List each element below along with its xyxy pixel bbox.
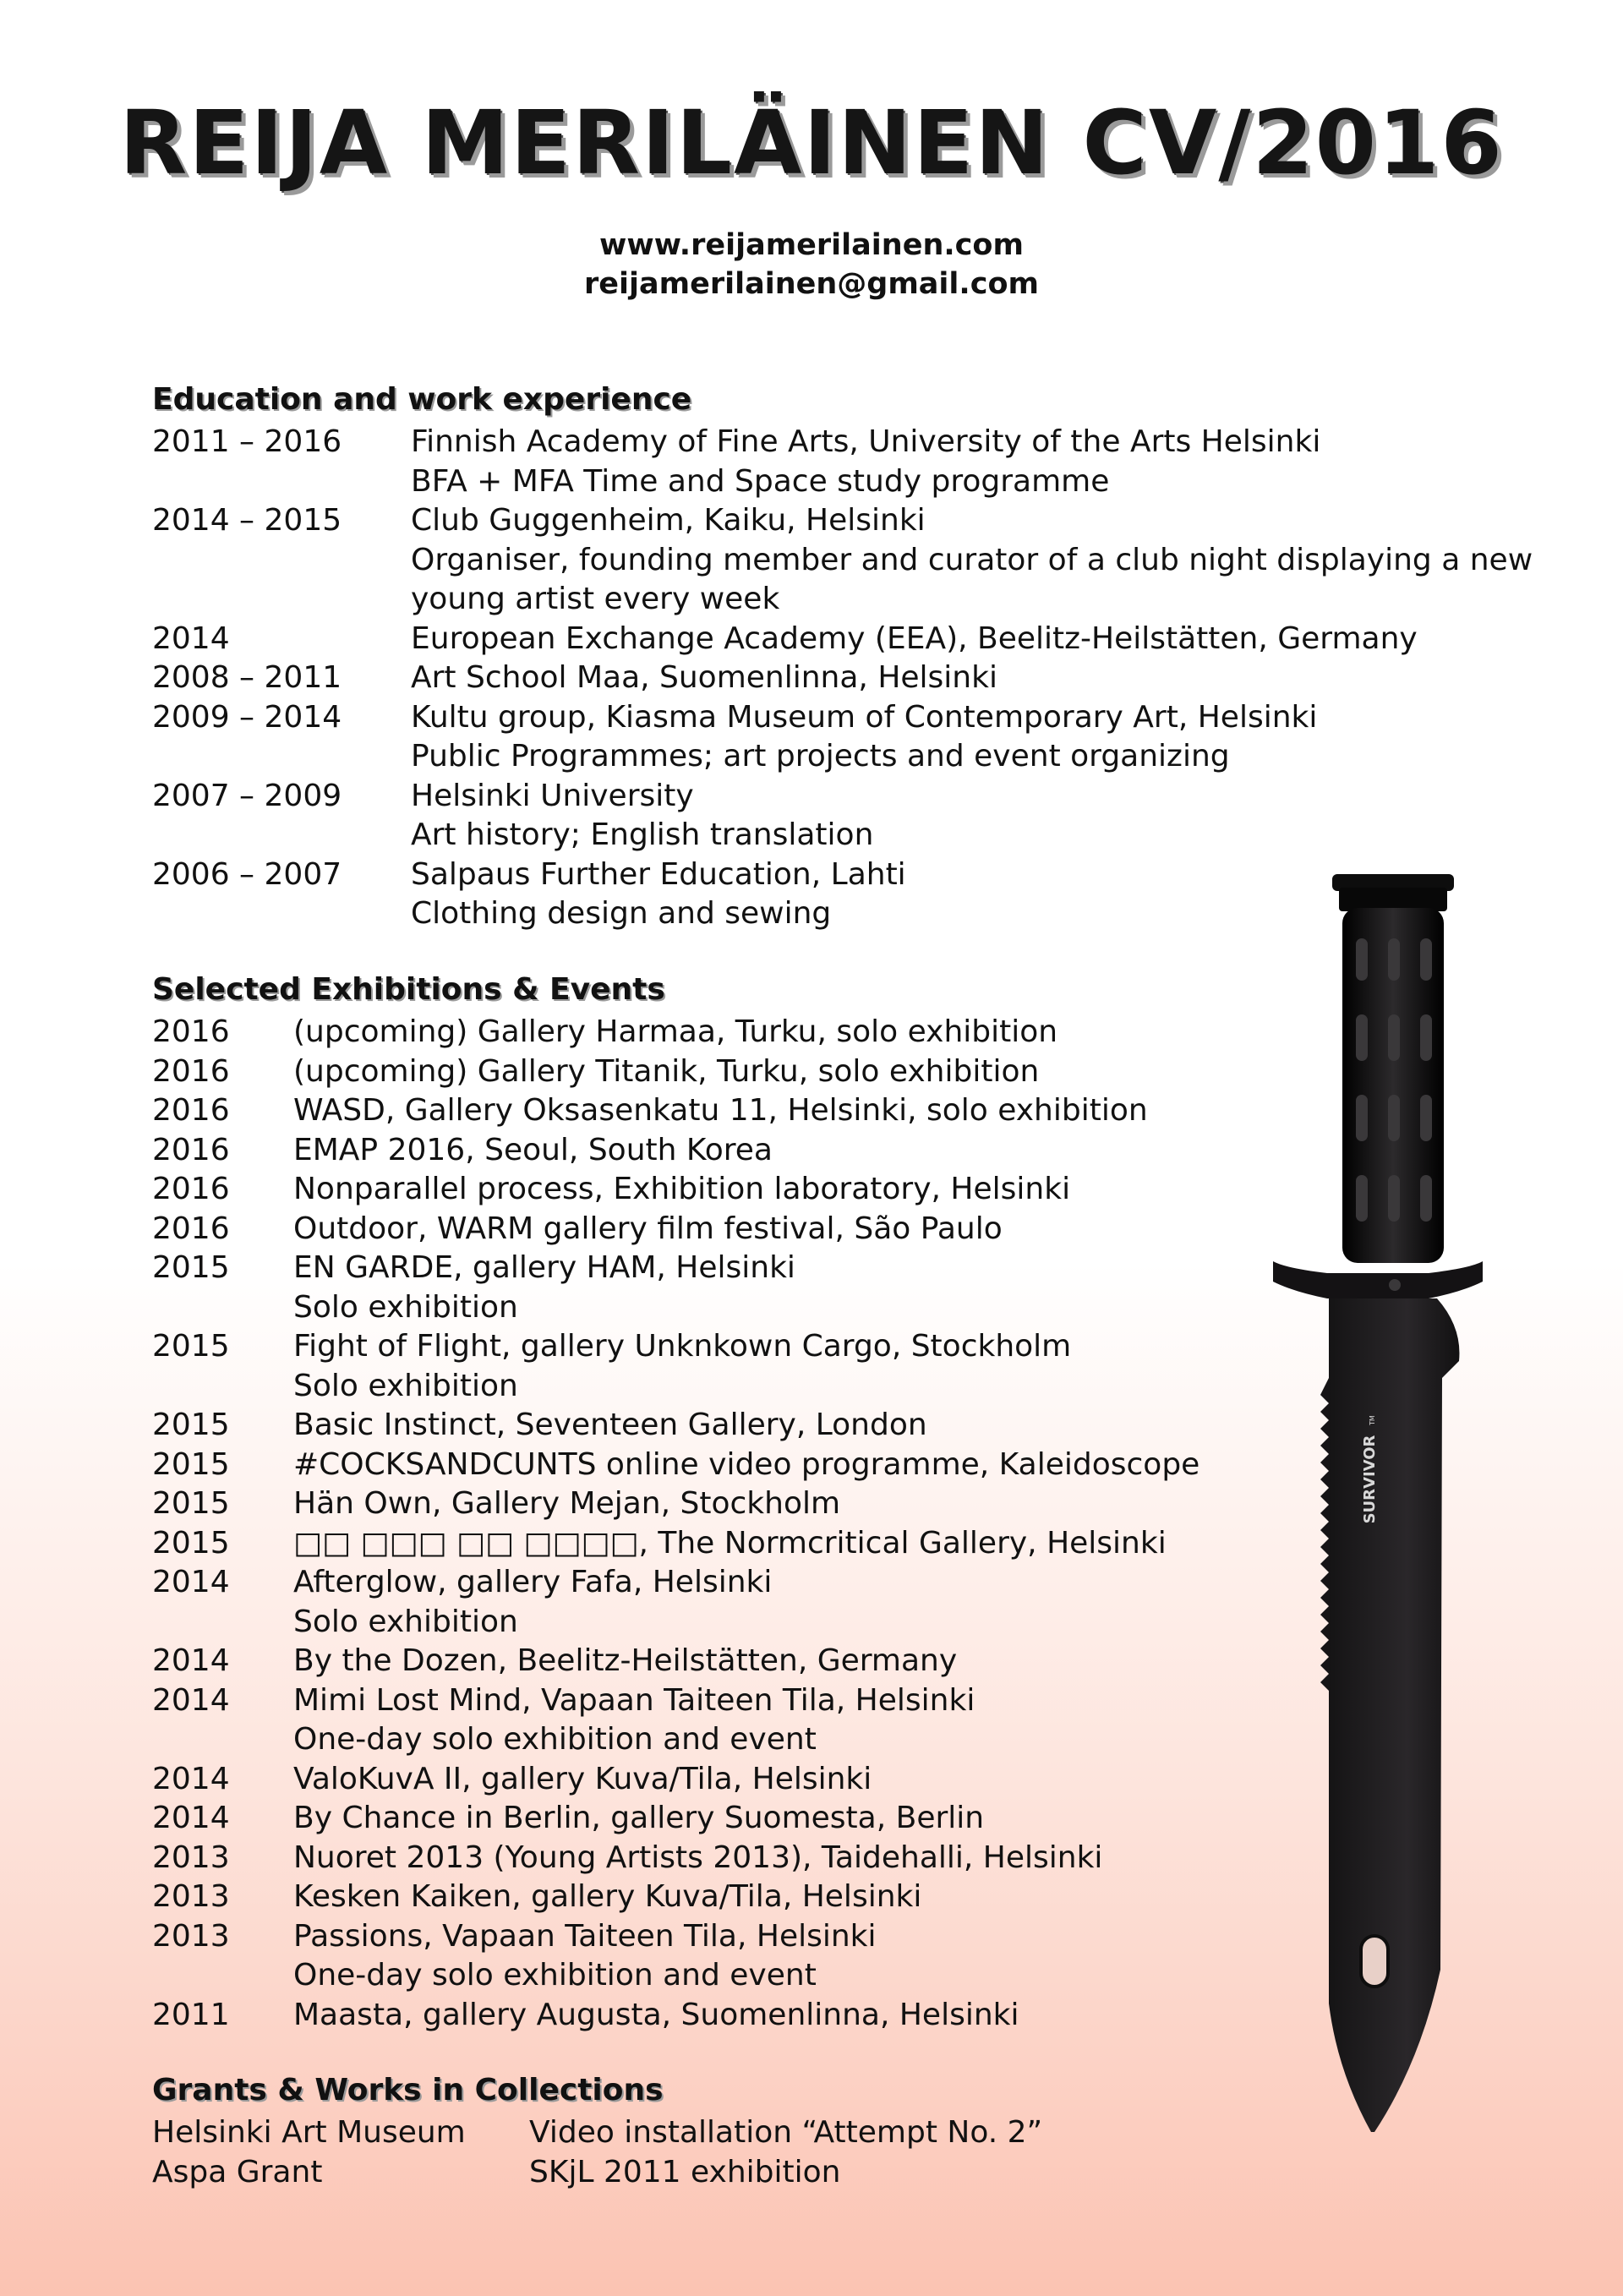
- list-item-year: 2015: [152, 1408, 230, 1442]
- list-item-year: 2014: [152, 1643, 230, 1678]
- list-item: [152, 1917, 1199, 1957]
- list-item-year: 2013: [152, 1840, 230, 1875]
- list-item-text: EMAP 2016, Seoul, South Korea: [293, 1132, 773, 1167]
- list-item-year: [152, 894, 411, 934]
- list-item-text: Art history; English translation: [411, 817, 874, 852]
- list-item-text: Finnish Academy of Fine Arts, University of the Arts Helsinki: [411, 424, 1321, 459]
- list-item: [152, 1799, 1199, 1839]
- list-item-text: Video installation “Attempt No. 2”: [529, 2115, 1043, 2150]
- list-item-text: Afterglow, gallery Fafa, Helsinki: [293, 1565, 773, 1599]
- list-item-text: Fight of Flight, gallery Unknkown Cargo, Stockholm: [293, 1329, 1072, 1364]
- list-item-year: 2007 – 2009: [152, 778, 342, 813]
- list-item: [152, 1603, 1199, 1643]
- list-item: [152, 816, 1533, 856]
- list-item-year: 2014: [152, 1682, 230, 1718]
- list-item-text: Solo exhibition: [293, 1368, 518, 1403]
- list-item-year: [152, 580, 411, 620]
- list-item-year: 2011 – 2016: [152, 424, 342, 459]
- list-item: [152, 1956, 1199, 1996]
- list-item-year: 2014: [152, 620, 230, 656]
- grants-heading: Grants & Works in Collections: [152, 2073, 664, 2107]
- page-title: REIJA MERILÄINEN CV/2016: [119, 91, 1504, 194]
- list-item: [152, 659, 1533, 698]
- list-item: [152, 2153, 1042, 2193]
- list-item-text: Organiser, founding member and curator of a club night displaying a new: [411, 542, 1533, 577]
- list-item: [152, 1052, 1199, 1092]
- list-item-text: BFA + MFA Time and Space study programme: [411, 463, 1110, 499]
- list-item-year: 2015: [152, 1250, 230, 1285]
- list-item: [152, 580, 1533, 620]
- list-item: [152, 777, 1533, 817]
- list-item-year: [152, 1288, 293, 1328]
- website-link[interactable]: www.reijamerilainen.com: [599, 228, 1024, 262]
- list-item: [152, 1720, 1199, 1760]
- list-item: [152, 1878, 1199, 1917]
- list-item-text: (upcoming) Gallery Harmaa, Turku, solo exhibition: [293, 1014, 1058, 1049]
- list-item-text: European Exchange Academy (EEA), Beelitz-Heilstätten, Germany: [411, 620, 1418, 656]
- list-item: [152, 2113, 1042, 2153]
- list-item-text: Kesken Kaiken, gallery Kuva/Tila, Helsinki: [293, 1879, 922, 1914]
- list-item-year: 2015: [152, 1525, 230, 1561]
- list-item-year: [152, 737, 411, 777]
- list-item: [152, 1839, 1199, 1878]
- list-item-text: Basic Instinct, Seventeen Gallery, London: [293, 1408, 927, 1442]
- exhibitions-heading: Selected Exhibitions & Events: [152, 972, 665, 1007]
- list-item: [152, 1681, 1199, 1721]
- list-item-year: [152, 1956, 293, 1996]
- list-item-text: One-day solo exhibition and event: [293, 1722, 817, 1757]
- list-item-text: Passions, Vapaan Taiteen Tila, Helsinki: [293, 1918, 877, 1954]
- list-item-text: Nuoret 2013 (Young Artists 2013), Taidehalli, Helsinki: [293, 1840, 1103, 1875]
- list-item-text: Solo exhibition: [293, 1604, 518, 1639]
- list-item-year: [152, 1720, 293, 1760]
- list-item: [152, 423, 1533, 462]
- list-item-text: Helsinki University: [411, 778, 694, 813]
- exhibitions-list: [152, 1013, 1199, 2035]
- education-heading: Education and work experience: [152, 382, 692, 417]
- list-item-year: 2014: [152, 1565, 230, 1599]
- list-item-year: 2016: [152, 1132, 230, 1167]
- list-item: [152, 1406, 1199, 1446]
- list-item: [152, 1288, 1199, 1328]
- knife-pommel: [1332, 874, 1454, 911]
- list-item: [152, 1484, 1199, 1524]
- list-item: [152, 737, 1533, 777]
- list-item: [152, 1249, 1199, 1288]
- knife-crossguard: [1273, 1261, 1483, 1298]
- list-item-text: #COCKSANDCUNTS online video programme, Kaleidoscope: [293, 1446, 1200, 1482]
- list-item-text: Public Programmes; art projects and event organizing: [411, 739, 1230, 774]
- list-item-year: Helsinki Art Museum: [152, 2115, 466, 2150]
- list-item-year: 2016: [152, 1014, 230, 1049]
- list-item-year: [152, 1603, 293, 1643]
- list-item-text: young artist every week: [411, 582, 780, 616]
- list-item: [152, 1760, 1199, 1800]
- knife-blade: [1320, 1298, 1459, 2132]
- list-item-year: 2014 – 2015: [152, 503, 342, 538]
- list-item-text: (upcoming) Gallery Titanik, Turku, solo exhibition: [293, 1053, 1040, 1089]
- grants-list: [152, 2113, 1042, 2192]
- list-item-year: Aspa Grant: [152, 2154, 323, 2189]
- list-item: [152, 1996, 1199, 2036]
- list-item: [152, 1327, 1199, 1367]
- list-item-year: 2009 – 2014: [152, 699, 342, 735]
- list-item: [152, 1210, 1199, 1249]
- list-item-text: Maasta, gallery Augusta, Suomenlinna, Helsinki: [293, 1997, 1019, 2032]
- list-item-text: □□ □□□ □□ □□□□, The Normcritical Gallery, Helsinki: [293, 1525, 1167, 1561]
- list-item-year: 2013: [152, 1879, 230, 1914]
- list-item-year: 2015: [152, 1329, 230, 1364]
- list-item: [152, 541, 1533, 581]
- list-item-year: 2015: [152, 1446, 230, 1482]
- list-item-text: WASD, Gallery Oksasenkatu 11, Helsinki, solo exhibition: [293, 1093, 1148, 1128]
- knife-trademark-label: TM: [1369, 1415, 1376, 1425]
- list-item-text: Club Guggenheim, Kaiku, Helsinki: [411, 503, 926, 538]
- list-item-text: By Chance in Berlin, gallery Suomesta, Berlin: [293, 1801, 985, 1835]
- list-item: [152, 1367, 1199, 1407]
- list-item-text: ValoKuvA II, gallery Kuva/Tila, Helsinki: [293, 1761, 872, 1796]
- list-item-text: Nonparallel process, Exhibition laboratory, Helsinki: [293, 1172, 1071, 1206]
- list-item-year: 2016: [152, 1172, 230, 1206]
- list-item: [152, 698, 1533, 738]
- email-link[interactable]: reijamerilainen@gmail.com: [584, 267, 1039, 301]
- list-item-year: [152, 541, 411, 581]
- list-item: [152, 1170, 1199, 1210]
- list-item-text: Salpaus Further Education, Lahti: [411, 856, 906, 892]
- survival-knife-image: [1268, 871, 1488, 2139]
- list-item-year: 2016: [152, 1211, 230, 1246]
- education-list: [152, 423, 1533, 934]
- list-item-text: EN GARDE, gallery HAM, Helsinki: [293, 1250, 795, 1285]
- list-item: [152, 620, 1533, 659]
- list-item-year: 2006 – 2007: [152, 856, 342, 892]
- list-item: [152, 1563, 1199, 1603]
- knife-brand-label: SURVIVOR: [1361, 1435, 1379, 1524]
- knife-handle: [1342, 908, 1444, 1263]
- list-item: [152, 1013, 1199, 1052]
- list-item-year: 2011: [152, 1997, 230, 2032]
- list-item-text: SKjL 2011 exhibition: [529, 2154, 841, 2189]
- list-item-text: Art School Maa, Suomenlinna, Helsinki: [411, 660, 997, 695]
- list-item-text: One-day solo exhibition and event: [293, 1958, 817, 1993]
- list-item: [152, 1091, 1199, 1131]
- list-item-year: 2014: [152, 1801, 230, 1835]
- list-item: [152, 1131, 1199, 1171]
- list-item-text: Hän Own, Gallery Mejan, Stockholm: [293, 1486, 841, 1521]
- list-item-year: [152, 462, 411, 502]
- list-item-year: 2015: [152, 1486, 230, 1521]
- list-item-text: Kultu group, Kiasma Museum of Contemporary Art, Helsinki: [411, 699, 1318, 735]
- list-item: [152, 1524, 1199, 1564]
- list-item-year: 2008 – 2011: [152, 660, 342, 695]
- list-item-year: [152, 1367, 293, 1407]
- list-item-text: Mimi Lost Mind, Vapaan Taiteen Tila, Helsinki: [293, 1682, 975, 1718]
- list-item-text: Outdoor, WARM gallery film festival, São Paulo: [293, 1211, 1003, 1246]
- list-item: [152, 462, 1533, 502]
- list-item-text: Clothing design and sewing: [411, 896, 832, 931]
- list-item-year: 2014: [152, 1761, 230, 1796]
- list-item-text: By the Dozen, Beelitz-Heilstätten, Germany: [293, 1643, 958, 1678]
- list-item-year: 2013: [152, 1918, 230, 1954]
- list-item-year: 2016: [152, 1053, 230, 1089]
- list-item: [152, 501, 1533, 541]
- list-item-year: 2016: [152, 1093, 230, 1128]
- list-item: [152, 1642, 1199, 1681]
- list-item-year: [152, 816, 411, 856]
- list-item: [152, 1446, 1199, 1485]
- list-item-text: Solo exhibition: [293, 1289, 518, 1325]
